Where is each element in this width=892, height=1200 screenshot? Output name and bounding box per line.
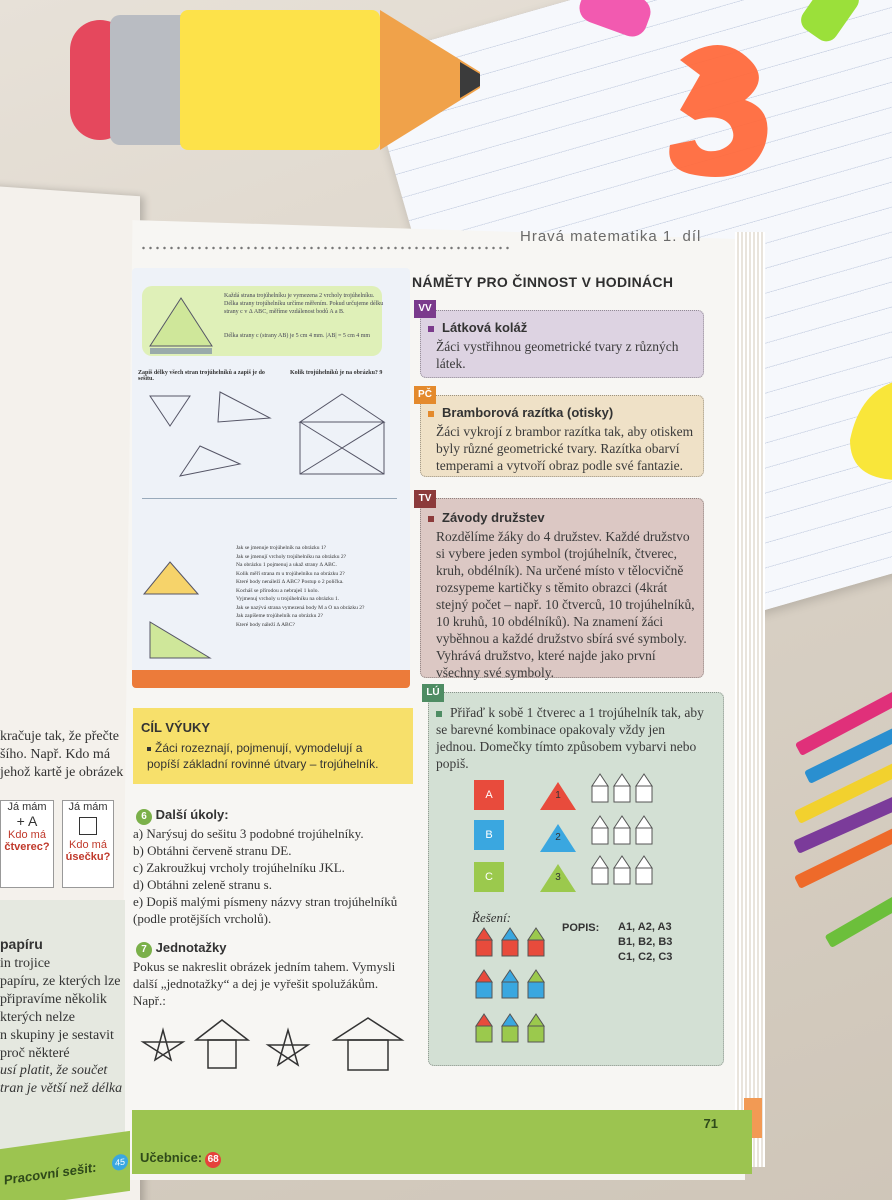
page-footer (132, 1110, 752, 1174)
popis-label: POPIS: (562, 922, 600, 934)
textbook-thumbnail (132, 268, 410, 688)
goal-box (133, 708, 413, 784)
page-number: 71 (703, 1116, 718, 1131)
tag-lu: LÚ (422, 684, 444, 702)
solved-houses (474, 926, 554, 1048)
thumb-q2: Kolik trojúhelníků je na obrázku? 9 (290, 370, 383, 376)
tasks-block (133, 806, 413, 1009)
tag-tv: TV (414, 490, 436, 508)
more-tasks-title: 6 Další úkoly: (133, 806, 413, 825)
left-line: jehož kartě je obrázek (0, 765, 124, 780)
one-stroke-figures (138, 1010, 418, 1110)
activity-text: Rozdělíme žáky do 4 družstev. Každé družstvo si vybere jeden symbol (trojúhelník, čtverec, kruh, obdélník). Na určené místo v tělocvičně rozsypeme kartičky s těmito obrazci (4krát stejný počet – např. 10 čtverců, 10 trojúhelníků, 10 kruhů, 10 obdélníků). Na znamení žáci vyběhnou a každé družstvo sbírá své symboly. Vyhrává družstvo, které najde jako první všechny své symboly. (436, 529, 695, 680)
pencil-toy (60, 10, 480, 150)
activity-text: Žáci vystřihnou geometrické tvary z různých látek. (436, 339, 679, 371)
tag-vv: VV (414, 300, 436, 318)
left-section-title: papíru (0, 936, 43, 952)
square-a: A (474, 780, 504, 810)
goal-title: CÍL VÝUKY (141, 720, 211, 735)
stroke-text: Pokus se nakreslit obrázek jedním tahem. Vymysli další „jednotažky“ a dej je vyřešit spolužákům. (133, 959, 396, 991)
activity-text: Žáci vykrojí z brambor razítka tak, aby otiskem byly různé geometrické tvary. Razítka obarví temperami a vytvoří obraz podle své fantazie. (436, 424, 694, 473)
magnet-toys (560, 0, 892, 220)
task-item: b) Obtáhni červeně stranu DE. (133, 843, 292, 858)
thumb-example-text: Délka strany c (strany AB) je 5 cm 4 mm. |AB| = 5 cm 4 mm (224, 333, 371, 339)
task-item: d) Obtáhni zeleně stranu s. (133, 877, 272, 892)
activity-title: Bramborová razítka (otisky) (428, 405, 613, 420)
task-item: e) Dopiš malými písmeny názvy stran trojúhelníků (podle protějších vrcholů). (133, 894, 398, 926)
section-heading: NÁMĚTY PRO ČINNOST V HODINÁCH (412, 274, 674, 290)
square-icon (79, 817, 97, 835)
card-ja-mam-2: Já mám Kdo má úsečku? (62, 800, 114, 888)
triangles-measure (140, 386, 280, 486)
thumb-footer (132, 670, 410, 688)
left-italic-lines: usí platit, že součet tran je větší než délka (0, 1063, 123, 1096)
activity-title: Závody družstev (428, 510, 545, 525)
yellow-magnet (840, 380, 892, 500)
stroke-title: 7 Jednotažky (133, 939, 413, 958)
left-section-lines: in trojice papíru, ze kterých lze připravíme několik kterých nelze n skupiny je sestavit proč některé (0, 956, 121, 1061)
tag-pc: PČ (414, 386, 436, 404)
left-footer: Pracovní sešit: 45 (0, 1131, 130, 1200)
popis-lines: A1, A2, A3 B1, B2, B3 C1, C2, C3 (618, 921, 673, 963)
thumb-q1: Zapiš délky všech stran trojúhelníků a zapiš je do sešitu. (138, 370, 265, 382)
thumb-question-list: Jak se jmenuje trojúhelník na obrázku 1? Jak se jmenují vrcholy trojúhelníku na obrázku 2? Na obrázku 1 pojmenuj a ukaž strany Δ ABC. Kolik měří strana m u trojúhelníku na obrázku 2? Které body nenáleží Δ ABC? Postup o 2 políčka. Kocháš se přírodou a nebraješ 1 kolo. Vyjmenuj vrcholy u trojúhelníku na obrázku 1. Jak se nazývá strana vymezená body M a O na obrázku 2? Jak zapíšeme trojúhelník na obrázku 2? Které body náleží Δ ABC? (236, 545, 365, 628)
task-item: c) Zakroužkuj vrcholy trojúhelníku JKL. (133, 860, 345, 875)
left-page-lines (0, 728, 125, 782)
napr-label: Např.: (133, 993, 166, 1008)
dotted-rule (140, 246, 510, 250)
thumb-intro-text: Každá strana trojúhelníku je vymezena 2 vrcholy trojúhelníku. Délka strany trojúhelníku určíme měřením. Pokud určujeme délku strany c v Δ ABC, měříme vzdálenost bodů A a B. (224, 293, 384, 315)
triangle-3: 3 (555, 872, 561, 883)
activity-text: Přiřaď k sobě 1 čtverec a 1 trojúhelník tak, aby se barevné kombinace opakovaly vždy jen jednou. Domečky tímto způsobem vybarvi nebo popiš. (436, 705, 704, 771)
reseni-label: Řešení: (472, 910, 511, 925)
house-figure (292, 390, 392, 480)
card-ja-mam-1: Já mám + A Kdo má čtverec? (0, 800, 54, 888)
square-b: B (474, 820, 504, 850)
task-item: a) Narýsuj do sešitu 3 podobné trojúhelníky. (133, 826, 364, 841)
triangle-2: 2 (555, 832, 561, 843)
activity-title: Látková koláž (428, 320, 527, 335)
blank-houses (590, 772, 660, 890)
triangle-figure (146, 296, 216, 356)
ucebnice-ref: Učebnice: 68 (140, 1150, 221, 1168)
page-edges (735, 232, 765, 1167)
triangle-1: 1 (555, 790, 561, 801)
left-line: kračuje tak, že přečte (0, 729, 119, 744)
figure-triangles (140, 558, 220, 668)
left-line: šího. Např. Kdo má (0, 747, 111, 762)
square-c: C (474, 862, 504, 892)
running-title: Hravá matematika 1. díl (520, 228, 702, 245)
goal-text: Žáci rozeznají, pojmenují, vymodelují a popíší základní rovinné útvary – trojúhelník. (147, 741, 379, 771)
